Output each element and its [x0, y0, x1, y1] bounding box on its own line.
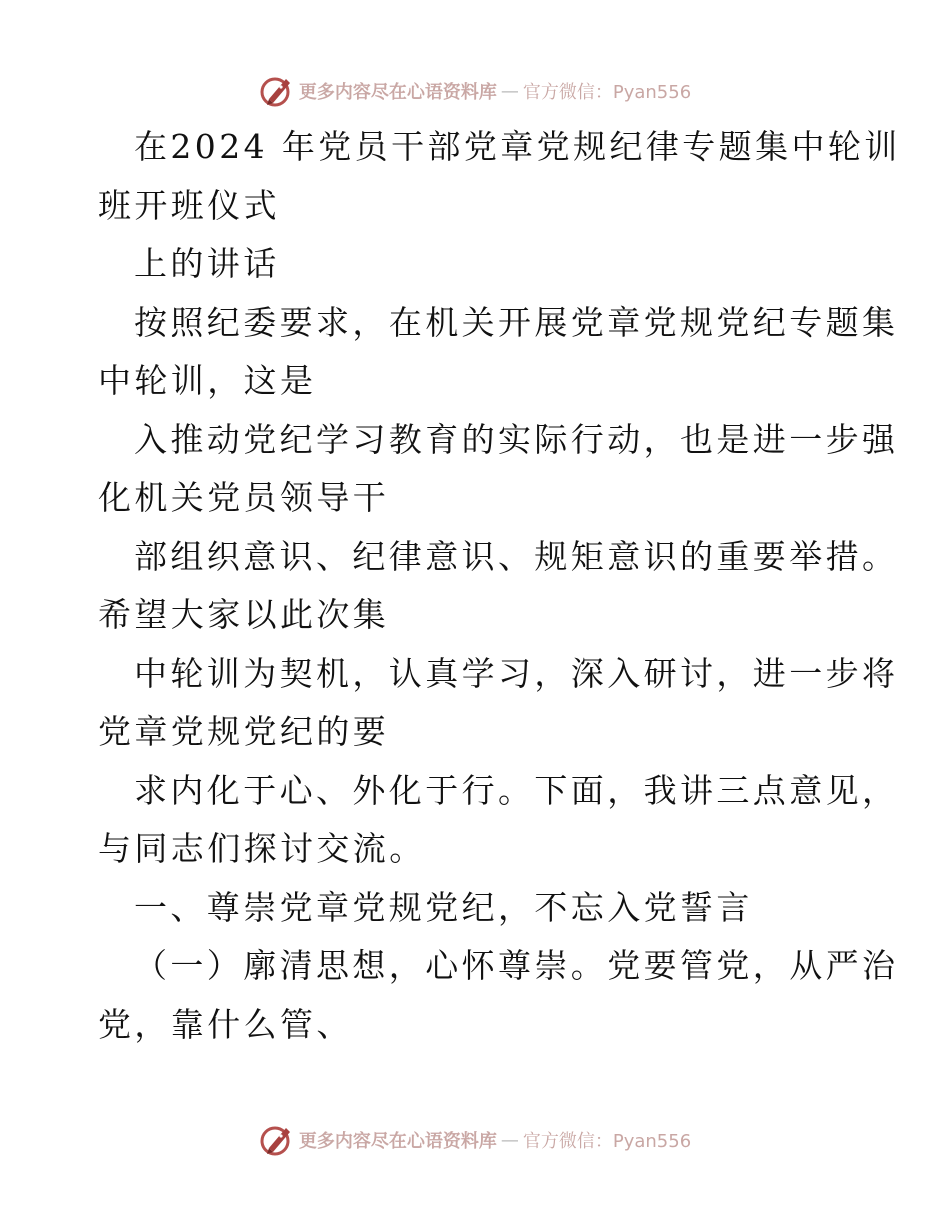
title-line-2: 班开班仪式 [98, 185, 280, 225]
paragraph-line: 与同志们探讨交流。 [98, 829, 426, 868]
watermark-wechat: 官方微信：Pyan556 [522, 1131, 692, 1152]
watermark-separator: — [500, 80, 519, 102]
title-line-1: 在2024 年党员干部党章党规纪律专题集中轮训 [134, 127, 901, 166]
title-line-3: 上的讲话 [134, 244, 280, 283]
document-body [98, 118, 901, 1054]
paragraph-line: 中轮训，这是 [98, 361, 317, 400]
paragraph-line: 求内化于心、外化于行。下面，我讲三点意见， [134, 770, 899, 810]
pen-nib-logo-icon [259, 1122, 295, 1158]
paragraph-line: 入推动党纪学习教育的实际行动，也是进一步强 [134, 419, 899, 459]
watermark-banner-top [0, 71, 950, 111]
paragraph-line: 党，靠什么管、 [98, 1004, 353, 1044]
watermark-separator: — [500, 1129, 519, 1151]
paragraph-line: （一）廓清思想，心怀尊崇。党要管党，从严治 [134, 946, 899, 985]
watermark-banner-bottom [0, 1120, 950, 1160]
paragraph-line: 党章党规党纪的要 [98, 712, 390, 751]
watermark-wechat: 官方微信：Pyan556 [522, 82, 692, 103]
pen-nib-logo-icon [259, 73, 295, 109]
watermark-brand: 更多内容尽在心语资料库 [298, 82, 497, 103]
paragraph-line: 按照纪委要求，在机关开展党章党规党纪专题集 [134, 302, 899, 342]
paragraph-line: 希望大家以此次集 [98, 595, 390, 634]
watermark-brand: 更多内容尽在心语资料库 [298, 1131, 497, 1152]
paragraph-line: 化机关党员领导干 [98, 478, 390, 517]
section-heading: 一、尊崇党章党规党纪，不忘入党誓言 [134, 887, 753, 927]
paragraph-line: 部组织意识、纪律意识、规矩意识的重要举措。 [134, 536, 899, 576]
paragraph-line: 中轮训为契机，认真学习，深入研讨，进一步将 [134, 653, 899, 693]
